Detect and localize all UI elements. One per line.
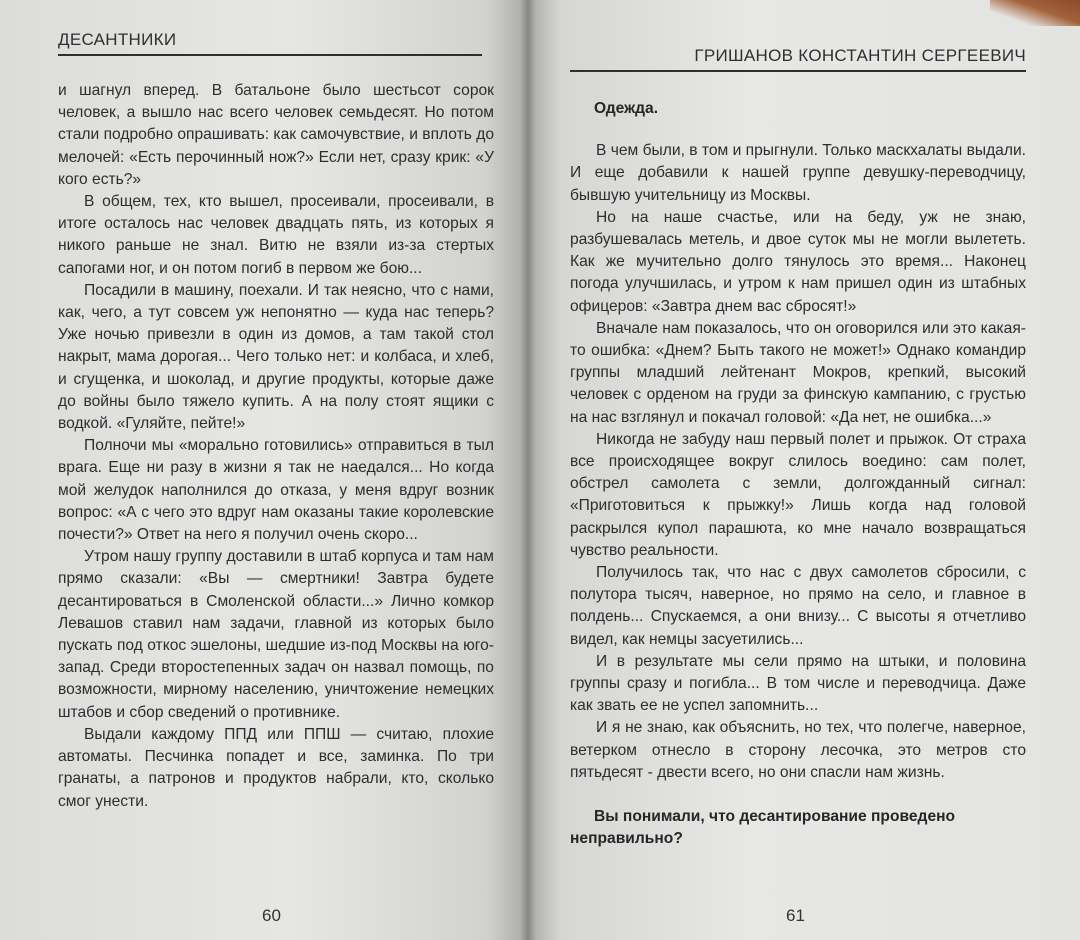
paragraph: В общем, тех, кто вышел, просеивали, просеивали, в итоге осталось нас человек двадцать пять, из которых я никого раньше не знал. Витю не взяли из-за стертых сапогами ног, и он потом погиб в первом же бою... — [58, 193, 494, 277]
paragraph: Но на наше счастье, или на беду, уж не знаю, разбушевалась метель, и двое суток мы не могли вылететь. Как же мучительно долго тянулось это время... Наконец погода улучшилась, и утром к нам пришел один из штабных офицеров: «Завтра днем вас сбросят!» — [570, 208, 1026, 315]
page-number-right: 61 — [786, 906, 805, 925]
paragraph: Полночи мы «морально готовились» отправиться в тыл врага. Еще ни разу в жизни я так не наедался... Но когда мой желудок наполнился до отказа, у меня вдруг возник вопрос: «А с чего это вдруг нам оказаны такие королевские почести?» Ответ на него я получил очень скоро... — [58, 437, 494, 544]
paragraph: Утром нашу группу доставили в штаб корпуса и там нам прямо сказали: «Вы — смертники! Завтра будете десантироваться в Смоленской области...» Лично комкор Левашов ставил нам задачи, главной из которых было пускать под откос эшелоны, шедшие из-под Москвы на юго-запад. Среди второстепенных задач он назвал помощь, по возможности, мирному населению, уничтожение немецких штабов и сбор сведений о противнике. — [58, 548, 494, 721]
running-head-right: ГРИШАНОВ КОНСТАНТИН СЕРГЕЕВИЧ — [570, 46, 1026, 72]
paragraph: Вначале нам показалось, что он оговорился или это какая-то ошибка: «Днем? Быть такого не может!» Однако командир группы младший лейтенант Мокров, крепкий, высокий человек с орденом на груди за финскую кампанию, с грустью на нас взглянул и покачал головой: «Да нет, не ошибка...» — [570, 319, 1026, 426]
paragraph: И в результате мы сели прямо на штыки, и половина группы сразу и погибла... В том числе и переводчица. Даже как звать ее не успел запомнить... — [570, 652, 1026, 715]
section-title: Одежда. — [594, 100, 659, 117]
paragraph: Посадили в машину, поехали. И так неясно, что с нами, как, чего, а тут совсем уж непонятно — куда нас теперь? Уже ночью привезли в один из домов, а там такой стол накрыт, мама дорогая... Чего только нет: и колбаса, и хлеб, и сгущенка, и шоколад, и другие продукты, которые даже до войны было тяжело купить. А на полу стоят ящики с водкой. «Гуляйте, пейте!» — [58, 281, 494, 433]
paragraph: И я не знаю, как объяснить, но тех, что полегче, наверное, ветерком отнесло в сторону лесочка, это метров сто пятьдесят - двести всего, но они спасли нам жизнь. — [570, 719, 1026, 781]
page-number-left: 60 — [262, 906, 281, 925]
left-page-body — [58, 80, 502, 813]
interview-question: Вы понимали, что десантирование проведено неправильно? — [570, 808, 956, 848]
paragraph: Получилось так, что нас с двух самолетов сбросили, с полутора тысяч, наверное, но прямо на село, и главное в полдень... Спускаемся, а они внизу... С высоты я отчетливо видел, как немцы засуетились... — [570, 564, 1026, 648]
paragraph: и шагнул вперед. В батальоне было шестьсот сорок человек, а вышло нас всего человек семьдесят. Но потом стали подробно опрашивать: как самочувствие, и вплоть до мелочей: «Есть перочинный нож?» Если нет, сразу крик: «У кого есть?» — [58, 82, 494, 188]
paragraph: В чем были, в том и прыгнули. Только маскхалаты выдали. И еще добавили к нашей группе девушку-переводчицу, бывшую учительницу из Москвы. — [570, 142, 1026, 204]
right-page-body — [570, 98, 1026, 851]
right-page — [528, 0, 1080, 940]
left-page — [0, 0, 528, 940]
background-corner — [990, 0, 1080, 26]
paragraph: Выдали каждому ППД или ППШ — считаю, плохие автоматы. Песчинка попадет и все, заминка. По три гранаты, а патронов и продуктов набрали, кто, сколько смог унести. — [58, 725, 494, 810]
running-head-left: ДЕСАНТНИКИ — [58, 30, 482, 56]
paragraph: Никогда не забуду наш первый полет и прыжок. От страха все происходящее вокруг слилось воедино: сам полет, обстрел самолета с земли, долгожданный сигнал: «Приготовиться к прыжку!» Лишь когда над головой раскрылся купол парашюта, ко мне начало возвращаться чувство реальности. — [570, 430, 1026, 559]
book-gutter — [520, 0, 536, 940]
